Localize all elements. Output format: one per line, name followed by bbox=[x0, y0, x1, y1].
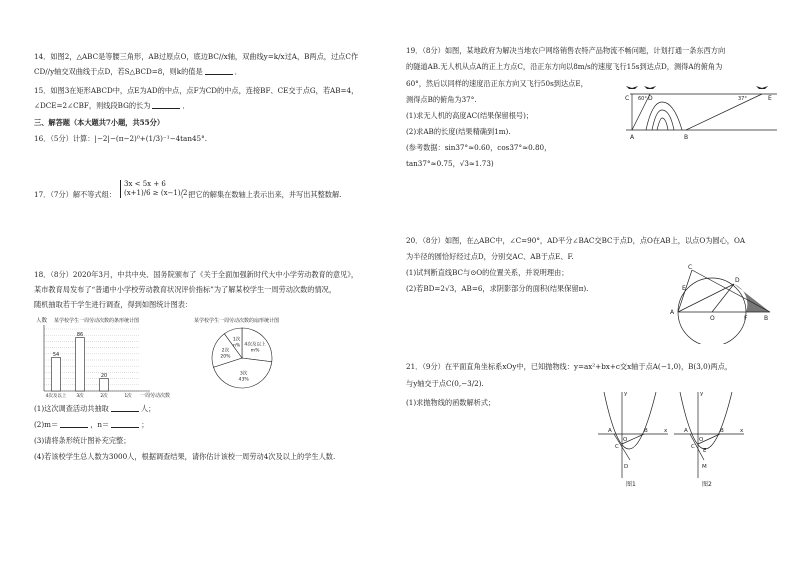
bar-value-label: 86 bbox=[76, 332, 84, 339]
pie-chart-slices bbox=[212, 328, 272, 388]
q20-sub1: (1)试判断直线BC与⊙O的位置关系，并说明理由； bbox=[406, 268, 569, 277]
q18-sub1-blank[interactable] bbox=[111, 404, 139, 412]
q14-line2: CD//y轴交双曲线于点D，若S△BCD=8，则k的值是 ． bbox=[34, 67, 242, 76]
q20-figure bbox=[662, 262, 772, 344]
fig1-label-c: C bbox=[615, 444, 619, 450]
q14-line1: 14．如图2，△ABC是等腰三角形，AB过原点O，底边BC//x轴，双曲线y=k/x过A，B两点，过点C作 bbox=[34, 52, 359, 61]
fig1-label-o: O bbox=[623, 437, 628, 443]
fig2-caption: 图2 bbox=[702, 481, 712, 488]
fig1-label-x: x bbox=[664, 428, 668, 434]
q19-label-d: D bbox=[648, 95, 653, 102]
pie-slice-label: 2次 bbox=[221, 348, 230, 354]
q17-system bbox=[120, 180, 187, 198]
q20-label-e: E bbox=[682, 285, 686, 292]
q20-label-a: A bbox=[670, 309, 675, 316]
bar-value-label: 54 bbox=[52, 352, 60, 359]
q20-label-b: B bbox=[764, 315, 769, 322]
q17-suffix: ，把它的解集在数轴上表示出来，并写出其整数解. bbox=[181, 190, 342, 199]
q20-sub2: (2)若BD=2√3，AB=6，求阴影部分的面积(结果保留π). bbox=[406, 284, 589, 293]
line-od bbox=[712, 284, 734, 312]
fig2-label-y: y bbox=[700, 391, 704, 397]
pie-slice-label: 3次 bbox=[239, 371, 248, 377]
mountain-core bbox=[657, 118, 668, 130]
q18-sub2: (2)m＝ ，n＝ ； bbox=[34, 420, 149, 429]
q17-prefix: 17．（7分）解不等式组： bbox=[34, 190, 116, 199]
bar-category-label: 2次 bbox=[100, 394, 108, 399]
q18-sub3: (3)请将条形统计图补充完整； bbox=[34, 436, 131, 445]
pie-chart-title: 某学校学生一周劳动次数的扇形统计图 bbox=[194, 318, 280, 324]
q19-angle-60: 60° bbox=[638, 96, 647, 102]
q21-sub1: (1)求抛物线的函数解析式； bbox=[406, 398, 496, 407]
drone-icon-e bbox=[756, 86, 768, 89]
line-eb bbox=[686, 94, 762, 130]
fig2-label-c: C bbox=[691, 444, 695, 450]
q17-ineq2: (x+1)/6 ≥ (x−1)/2 bbox=[124, 189, 188, 197]
q20-label-c: C bbox=[688, 264, 693, 271]
drone-icons bbox=[626, 86, 768, 89]
fig2-label-m: M bbox=[702, 464, 707, 470]
q20-circle bbox=[678, 278, 746, 344]
q16: 16．（5分）计算：|−2|−(π−2)⁰+(1/3)⁻¹−4tan45°. bbox=[34, 134, 207, 143]
q19-angle-37: 37° bbox=[738, 96, 747, 102]
pie-slice-value: m% bbox=[250, 348, 260, 354]
q19-figure bbox=[622, 78, 782, 148]
fig2-label-e: E bbox=[703, 448, 707, 454]
q18-sub4: (4)若该校学生总人数为3000人，根据调查结果，请你估计该校一周劳动4次及以上的学生人数. bbox=[34, 452, 336, 461]
q15-answer-blank[interactable] bbox=[152, 101, 180, 109]
q15-line1: 15．如图3在矩形ABCD中，点E为AD的中点，点F为CD的中点，连接BF、CE交于点G，若AB=4， bbox=[34, 86, 359, 95]
q19-line3: 60°，然后以同样的速度沿正东方向又飞行50s到达点E， bbox=[406, 79, 588, 88]
pie-slice-label: 4次及以上 bbox=[244, 342, 266, 348]
fig2-label-a: A bbox=[684, 428, 688, 434]
q17-ineq1: 3x < 5x + 6 bbox=[124, 180, 166, 188]
bar-chart-xlabel: 一周劳动次数 bbox=[140, 393, 171, 399]
drone-icon-d bbox=[644, 86, 656, 89]
bar-chart-ylabel: 人数 bbox=[36, 318, 48, 324]
fig1-label-b: B bbox=[644, 428, 648, 434]
q20-shaded-region bbox=[734, 284, 770, 312]
q19-label-a: A bbox=[630, 134, 635, 141]
q20-label-f: F bbox=[744, 315, 748, 322]
q20-line2: 为半径的圆恰好经过点D，分别交AC、AB于点E、F. bbox=[406, 252, 574, 261]
pie-slice-value: 20% bbox=[220, 354, 231, 360]
bar-category-label: 4次及以上 bbox=[45, 394, 67, 399]
fig1-label-y: y bbox=[624, 391, 628, 397]
pie-slice-value: n% bbox=[232, 343, 241, 349]
fig1-label-a: A bbox=[608, 428, 612, 434]
drone-icon-c bbox=[626, 86, 638, 89]
q15-line2: ∠DCE=2∠CBF，则线段BG的长为 ． bbox=[34, 101, 190, 110]
q19-label-b: B bbox=[684, 134, 689, 141]
q19-sub2: (2)求AB的长度(结果精确到1m). bbox=[406, 127, 511, 136]
q21-line2: 与y轴交于点C(0,−3/2). bbox=[406, 379, 484, 388]
q18-line1: 18．（8分）2020年3月，中共中央、国务院颁布了《关于全面加强新时代大中小学劳动教育的意见》， bbox=[34, 270, 359, 279]
bar bbox=[76, 338, 85, 391]
mountain-outer bbox=[646, 102, 682, 130]
q19-label-e: E bbox=[768, 95, 772, 102]
q19-line1: 19．（8分）如图，某地政府为解决当地农户网络销售农特产品物流不畅问题，计划打通一条东西方向 bbox=[406, 46, 726, 55]
fig2-label-b: B bbox=[720, 428, 724, 434]
bar bbox=[52, 358, 61, 391]
q21-line1: 21．（9分）在平面直角坐标系xOy中，已知抛物线：y=ax²+bx+c交x轴于点A(−1,0)，B(3,0)两点， bbox=[406, 362, 733, 371]
bar-category-label: 1次 bbox=[124, 394, 132, 399]
mountain-inner bbox=[652, 110, 674, 130]
section3-heading: 三、解答题（本大题共7小题，共55分） bbox=[34, 118, 165, 127]
q20-label-o: O bbox=[710, 315, 715, 322]
pie-slice-label: 1次 bbox=[232, 337, 241, 343]
bar-chart-title: 某学校学生一周劳动次数的条形统计图 bbox=[54, 318, 140, 324]
q20-line1: 20．（8分）如图，在△ABC中，∠C=90°，AD平分∠BAC交BC于点D，点O在AB上，以点O为圆心，OA bbox=[406, 236, 746, 245]
q19-line4: 测得点B的俯角为37°. bbox=[406, 95, 477, 104]
q14-answer-blank[interactable] bbox=[205, 67, 233, 75]
bar-chart bbox=[34, 313, 184, 405]
q18-line3: 随机抽取若干学生进行调查，得到如图统计图表： bbox=[34, 300, 193, 309]
q19-label-c: C bbox=[625, 95, 630, 102]
q19-ref1: (参考数据：sin37°≈0.60，cos37°≈0.80， bbox=[406, 143, 552, 152]
bar-value-label: 20 bbox=[100, 373, 108, 380]
fig1-label-d: D bbox=[624, 464, 629, 470]
line-cb bbox=[692, 270, 770, 312]
fig2-label-x: x bbox=[740, 428, 744, 434]
q19-line2: 的隧道AB.无人机从点A的正上方点C，沿正东方向以8m/s的速度飞行15s到达点D，测得A的俯角为 bbox=[406, 62, 723, 71]
line-ad bbox=[678, 284, 734, 312]
q19-ref2: tan37°≈0.75，√3≈1.73) bbox=[406, 159, 494, 168]
bar bbox=[100, 379, 109, 391]
q18-sub1: (1)这次调查活动共抽取 人； bbox=[34, 404, 156, 413]
pie-slice-value: 43% bbox=[238, 377, 249, 383]
q20-label-d: D bbox=[735, 277, 740, 284]
fig1-caption: 图1 bbox=[626, 481, 636, 488]
bar-chart-bars bbox=[46, 332, 133, 399]
fig2-label-o: O bbox=[699, 437, 704, 443]
q19-sub1: (1)求无人机的高度AC(结果保留根号)； bbox=[406, 111, 534, 120]
q21-figures bbox=[596, 386, 746, 488]
q18-m-blank[interactable] bbox=[60, 420, 88, 428]
pie-chart bbox=[192, 313, 312, 393]
q18-line2: 某市教育局发布了“普通中小学校劳动教育状况评价指标”为了解某校学生一周劳动次数的情况， bbox=[34, 285, 337, 294]
q18-n-blank[interactable] bbox=[111, 420, 139, 428]
bar-category-label: 3次 bbox=[76, 394, 84, 399]
